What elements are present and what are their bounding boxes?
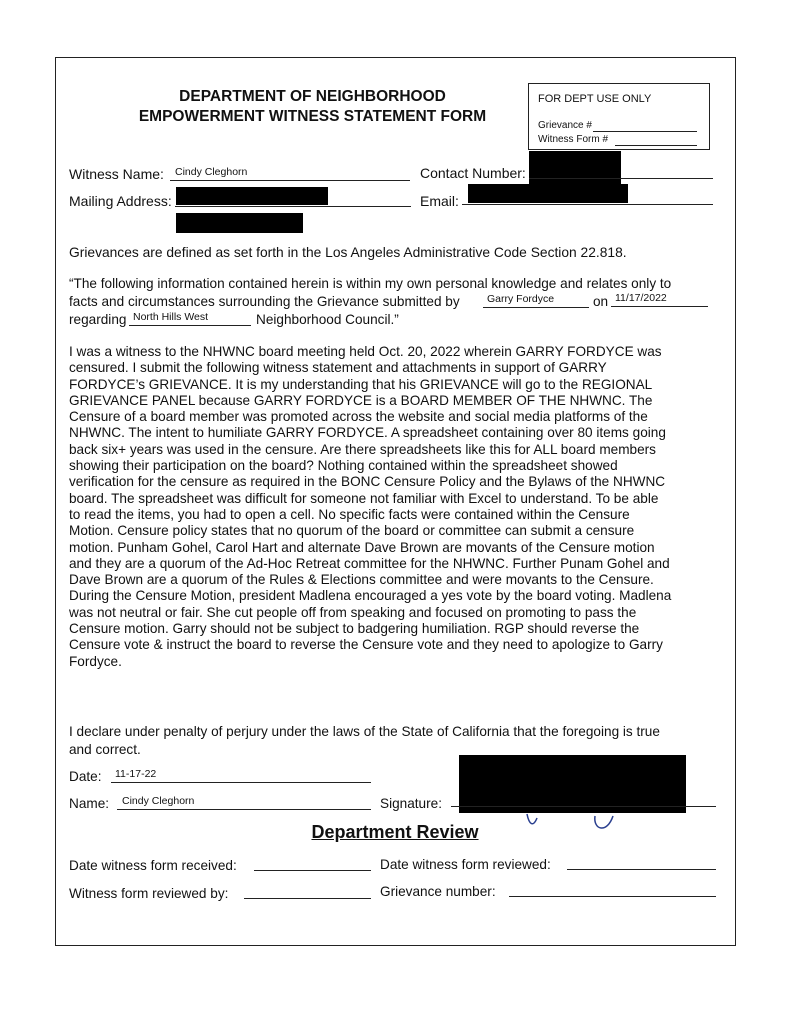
declaration-line1: I declare under penalty of perjury under the laws of the State of California that the foregoing is true (69, 724, 660, 739)
name-line (117, 809, 371, 810)
submitted-on-line (611, 306, 708, 307)
statement-line: GRIEVANCE PANEL because GARRY FORDYCE is a BOARD MEMBER OF THE NHWNC. The (69, 392, 653, 408)
dept-use-heading: FOR DEPT USE ONLY (538, 93, 652, 105)
mailing-address-line (175, 206, 411, 207)
signature-line[interactable] (451, 806, 716, 807)
redacted-email (468, 184, 628, 203)
statement-line: board. The spreadsheet was difficult for someone not familiar with Excel to understand. To be able (69, 490, 659, 506)
grievance-number-field[interactable] (593, 131, 697, 132)
witness-form-number-field[interactable] (615, 145, 697, 146)
statement-line: I was a witness to the NHWNC board meeting held Oct. 20, 2022 wherein GARRY FORDYCE was (69, 344, 662, 359)
witness-statement (69, 344, 719, 670)
grievance-number-review-field[interactable] (509, 896, 716, 897)
dept-use-box (528, 83, 710, 150)
email-line (462, 204, 713, 205)
statement-line: showing their participation on the board? Nothing contained within the spreadsheet showed (69, 458, 618, 474)
form-title-line1: DEPARTMENT OF NEIGHBORHOOD (179, 88, 446, 105)
contact-number-label: Contact Number: (420, 165, 526, 181)
council-suffix: Neighborhood Council.” (256, 312, 399, 327)
statement-line: censured. I submit the following witness statement and attachments in support of GARRY (69, 360, 607, 376)
on-label: on (593, 294, 609, 309)
statement-line: and they are a quorum of the Ad-Hoc Retreat committee for the NHWNC. Further Punam Gohel and (69, 555, 670, 571)
redacted-mailing-address-1 (176, 187, 328, 205)
submitted-by-value[interactable]: Garry Fordyce (487, 293, 555, 305)
statement-line: back six+ years was used in the censure. Are there spreadsheets like this for ALL board members (69, 441, 656, 457)
name-label: Name: (69, 796, 110, 811)
form-title-line2: EMPOWERMENT WITNESS STATEMENT FORM (138, 108, 487, 125)
statement-line: verification for the censure as required in the BONC Censure Policy and the Bylaws of the NHWNC (69, 474, 666, 490)
date-received-field[interactable] (254, 870, 371, 871)
witness-name-label: Witness Name: (69, 166, 164, 182)
statement-line: Fordyce. (69, 653, 122, 669)
declaration-line2: and correct. (69, 742, 141, 757)
department-review-heading: Department Review (311, 822, 479, 842)
date-value[interactable]: 11-17-22 (115, 768, 157, 780)
regarding-label: regarding (69, 312, 127, 327)
knowledge-statement-line2: facts and circumstances surrounding the Grievance submitted by (69, 294, 460, 309)
statement-line: NHWNC. The intent to humiliate GARRY FORDYCE. A spreadsheet containing over 80 items going (69, 425, 666, 441)
name-value[interactable]: Cindy Cleghorn (122, 795, 195, 807)
statement-line: Censure of a board member was promoted across the website and social media platforms of the (69, 409, 648, 425)
signature-label: Signature: (380, 796, 442, 811)
date-label: Date: (69, 769, 102, 784)
statement-line: motion. Punham Gohel, Carol Hart and alternate Dave Brown are movants of the Censure motion (69, 539, 655, 555)
email-label: Email: (420, 193, 459, 209)
statement-line: to read the items, you had to open a cell. No specific facts were contained within the Censure (69, 506, 630, 522)
mailing-address-label: Mailing Address: (69, 193, 172, 209)
submitted-on-value[interactable]: 11/17/2022 (615, 292, 667, 304)
grievance-number-label: Grievance # (538, 120, 592, 131)
statement-line: Dave Brown are a quorum of the Rules & Elections committee and were movants to the Censure. (69, 572, 654, 588)
date-received-label: Date witness form received: (69, 858, 237, 873)
witness-form-number-label: Witness Form # (538, 134, 609, 145)
witness-name-value[interactable]: Cindy Cleghorn (175, 166, 248, 178)
statement-line: Motion. Censure policy states that no quorum of the board or committee can submit a censure (69, 523, 635, 539)
council-line (129, 325, 251, 326)
statement-line: During the Censure Motion, president Madlena encouraged a yes vote by the board voting. Madlena (69, 588, 672, 604)
date-reviewed-field[interactable] (567, 869, 716, 870)
grievance-number-review-label: Grievance number: (380, 884, 496, 899)
council-value[interactable]: North Hills West (133, 311, 209, 323)
statement-line: Censure motion. Garry should not be subject to badgering humiliation. RGP should reverse the (69, 621, 640, 637)
submitted-by-line (483, 307, 589, 308)
knowledge-statement-line1: “The following information contained herein is within my own personal knowledge and relates only to (69, 276, 672, 291)
redacted-signature (459, 755, 686, 813)
witness-name-line (170, 180, 410, 181)
signature-flourish-icon (515, 808, 625, 838)
statement-line: Censure vote & instruct the board to reverse the Censure vote and they need to apologize to Garry (69, 637, 663, 653)
date-line (111, 782, 371, 783)
admin-code-text: Grievances are defined as set forth in the Los Angeles Administrative Code Section 22.818. (69, 245, 627, 260)
date-reviewed-label: Date witness form reviewed: (380, 857, 551, 872)
reviewed-by-label: Witness form reviewed by: (69, 886, 229, 901)
reviewed-by-field[interactable] (244, 898, 371, 899)
statement-line: was not neutral or fair. She cut people off from speaking and focused on promoting to pass the (69, 604, 637, 620)
redacted-mailing-address-2 (176, 213, 303, 233)
statement-line: FORDYCE’s GRIEVANCE. It is my understanding that his GRIEVANCE will go to the REGIONAL (69, 376, 653, 392)
contact-number-line (529, 178, 713, 179)
